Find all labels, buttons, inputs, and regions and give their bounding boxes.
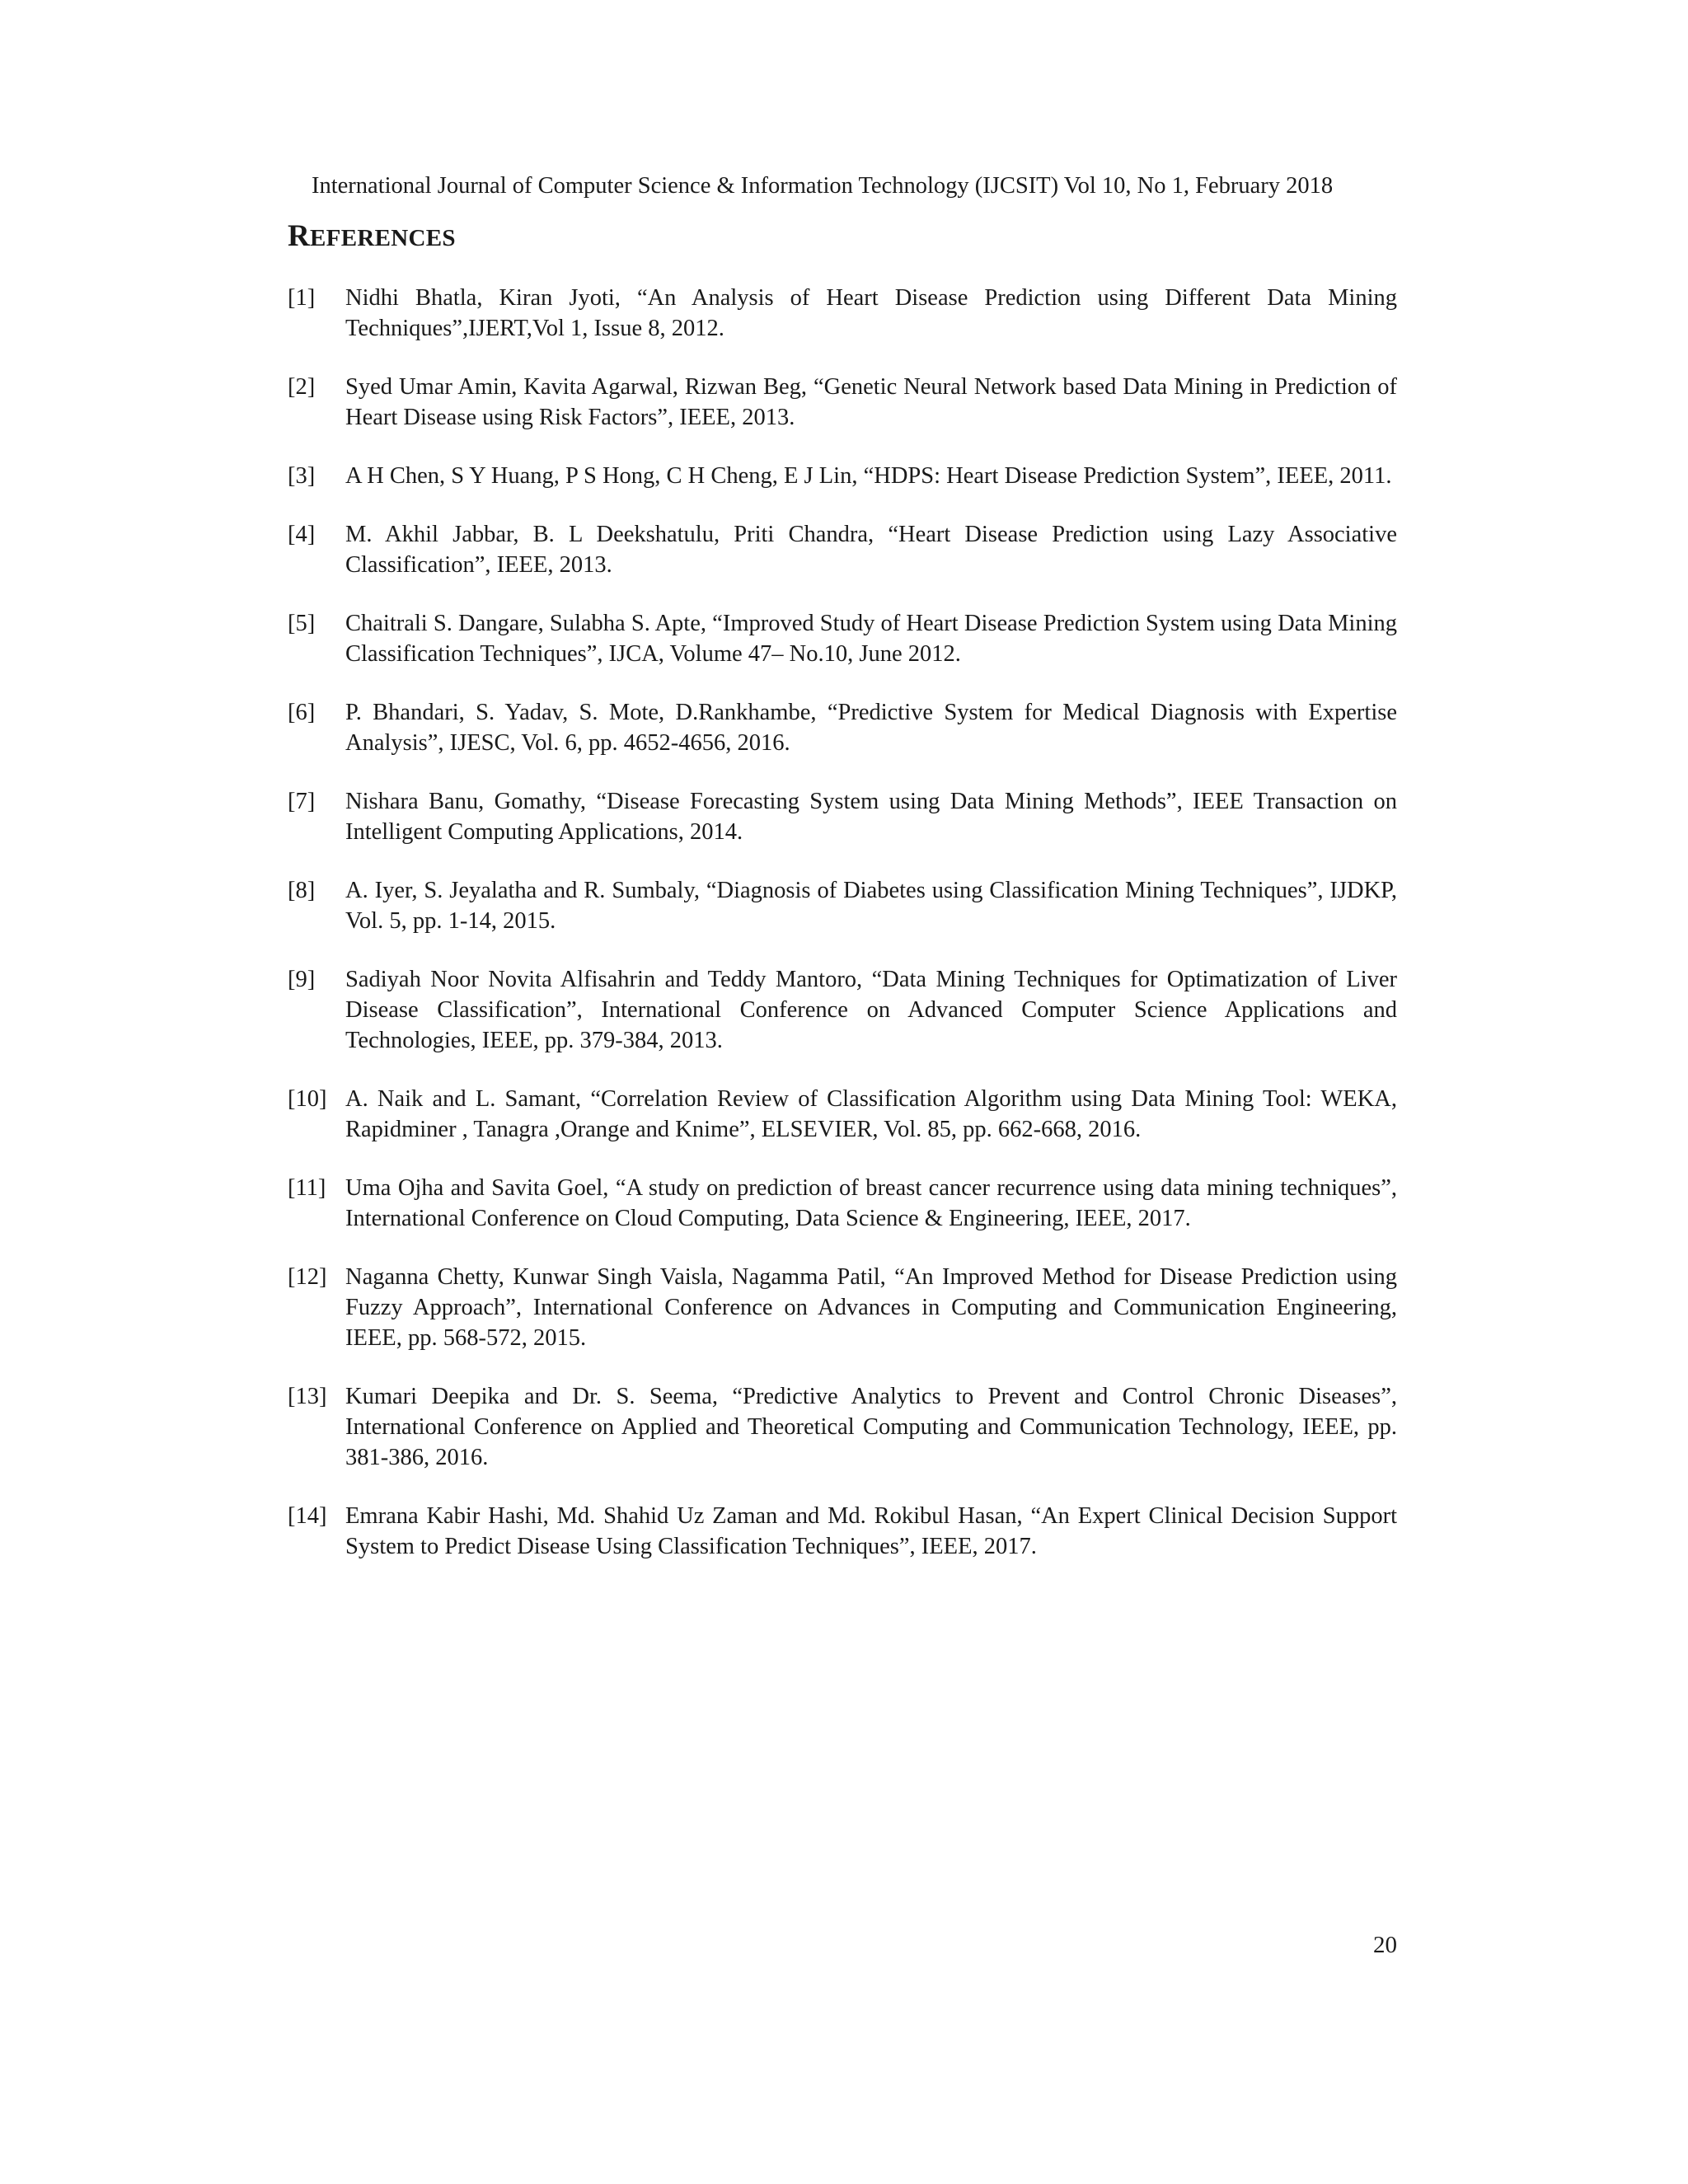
section-heading-initial: R (288, 219, 311, 253)
reference-item-12 (288, 1262, 1397, 1353)
reference-text: Sadiyah Noor Novita Alfisahrin and Teddy Mantoro, “Data Mining Techniques for Optimatization of Liver Disease Classification”, International Conference on Advanced Computer Science Applications and Technologies, IEEE, pp. 379-384, 2013. (345, 967, 1397, 1053)
reference-number: [1] (288, 285, 316, 311)
reference-list (288, 283, 1397, 1590)
section-heading-rest: EFERENCES (310, 225, 456, 251)
reference-text: A. Naik and L. Samant, “Correlation Review of Classification Algorithm using Data Mining Tool: WEKA, Rapidminer , Tanagra ,Orange and Knime”, ELSEVIER, Vol. 85, pp. 662-668, 2016. (345, 1086, 1397, 1142)
reference-text: M. Akhil Jabbar, B. L Deekshatulu, Priti Chandra, “Heart Disease Prediction using Lazy Associative Classification”, IEEE, 2013. (345, 522, 1397, 578)
reference-item-11 (288, 1173, 1397, 1234)
reference-text: Nidhi Bhatla, Kiran Jyoti, “An Analysis of Heart Disease Prediction using Different Data Mining Techniques”,IJERT,Vol 1, Issue 8, 2012. (345, 285, 1397, 341)
reference-text: A. Iyer, S. Jeyalatha and R. Sumbaly, “Diagnosis of Diabetes using Classification Mining Techniques”, IJDKP, Vol. 5, pp. 1-14, 2015. (345, 878, 1397, 934)
reference-number: [3] (288, 463, 316, 489)
reference-number: [7] (288, 789, 316, 814)
reference-number: [8] (288, 878, 316, 903)
reference-text: Emrana Kabir Hashi, Md. Shahid Uz Zaman and Md. Rokibul Hasan, “An Expert Clinical Decision Support System to Predict Disease Using Classification Techniques”, IEEE, 2017. (345, 1503, 1397, 1559)
reference-number: [10] (288, 1086, 327, 1112)
reference-item-10 (288, 1084, 1397, 1145)
reference-item-6 (288, 697, 1397, 758)
reference-item-7 (288, 786, 1397, 847)
reference-text: Syed Umar Amin, Kavita Agarwal, Rizwan Beg, “Genetic Neural Network based Data Mining in Prediction of Heart Disease using Risk Factors”, IEEE, 2013. (345, 374, 1397, 430)
reference-number: [12] (288, 1264, 327, 1290)
reference-text: A H Chen, S Y Huang, P S Hong, C H Cheng, E J Lin, “HDPS: Heart Disease Prediction System”, IEEE, 2011. (345, 463, 1392, 489)
reference-number: [11] (288, 1175, 326, 1201)
reference-item-9 (288, 964, 1397, 1056)
reference-number: [13] (288, 1384, 327, 1409)
reference-text: Nishara Banu, Gomathy, “Disease Forecasting System using Data Mining Methods”, IEEE Transaction on Intelligent Computing Applications, 2014. (345, 789, 1397, 845)
reference-number: [5] (288, 611, 316, 636)
reference-text: Naganna Chetty, Kunwar Singh Vaisla, Nagamma Patil, “An Improved Method for Disease Prediction using Fuzzy Approach”, International Conference on Advances in Computing and Communication Engineering, IEEE, pp. 568-572, 2015. (345, 1264, 1397, 1351)
reference-item-5 (288, 608, 1397, 669)
running-header: International Journal of Computer Science & Information Technology (IJCSIT) Vol 10, No 1, February 2018 (312, 173, 1334, 199)
reference-text: Kumari Deepika and Dr. S. Seema, “Predictive Analytics to Prevent and Control Chronic Diseases”, International Conference on Applied and Theoretical Computing and Communication Technology, IEEE, pp. 381-386, 2016. (345, 1384, 1397, 1470)
reference-item-13 (288, 1381, 1397, 1473)
reference-number: [4] (288, 522, 316, 547)
reference-text: Chaitrali S. Dangare, Sulabha S. Apte, “Improved Study of Heart Disease Prediction System using Data Mining Classification Techniques”, IJCA, Volume 47– No.10, June 2012. (345, 611, 1397, 667)
section-heading-references (288, 219, 456, 255)
reference-item-2 (288, 372, 1397, 433)
reference-item-3 (288, 461, 1397, 491)
page-number: 20 (1373, 1932, 1397, 1958)
reference-number: [6] (288, 700, 316, 725)
reference-number: [9] (288, 967, 316, 992)
reference-item-14 (288, 1501, 1397, 1562)
reference-number: [2] (288, 374, 316, 400)
reference-number: [14] (288, 1503, 327, 1529)
reference-item-1 (288, 283, 1397, 344)
reference-text: P. Bhandari, S. Yadav, S. Mote, D.Rankhambe, “Predictive System for Medical Diagnosis with Expertise Analysis”, IJESC, Vol. 6, pp. 4652-4656, 2016. (345, 700, 1397, 756)
reference-text: Uma Ojha and Savita Goel, “A study on prediction of breast cancer recurrence using data mining techniques”, International Conference on Cloud Computing, Data Science & Engineering, IEEE, 2017. (345, 1175, 1397, 1231)
reference-item-8 (288, 875, 1397, 936)
reference-item-4 (288, 519, 1397, 580)
